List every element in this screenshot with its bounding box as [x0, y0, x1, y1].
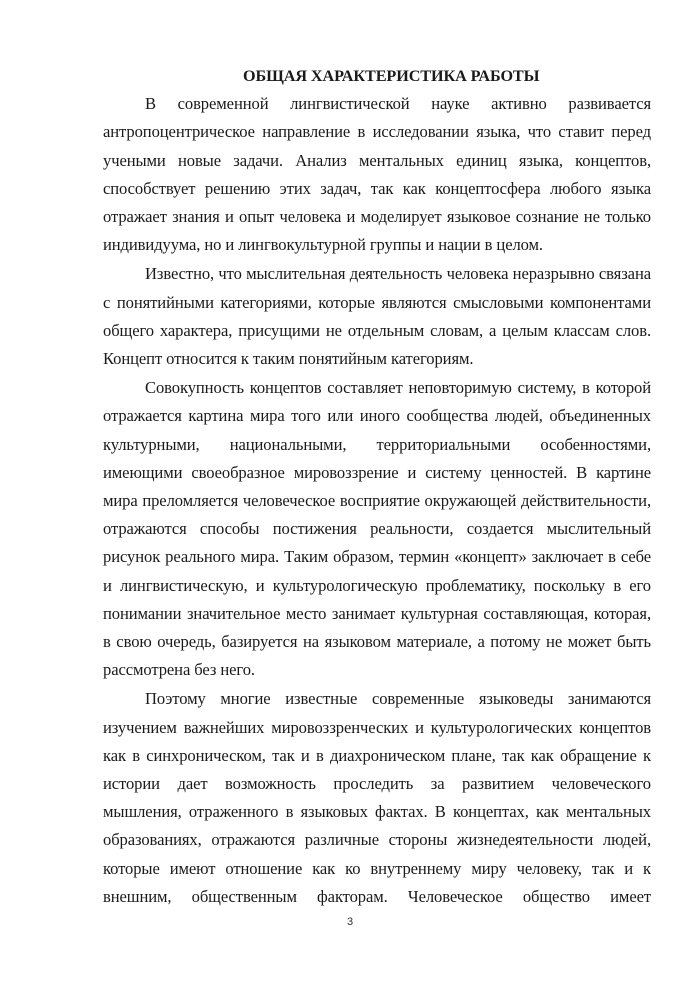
paragraph-2: Известно, что мыслительная деятельность человека неразрывно связана с понятийными категориями, которые являются смысловыми компонентами общего характера, присущими не отдельным словам, а целым классам слов. Концепт относится к таким понятийным категориям. — [103, 264, 651, 369]
section-title: ОБЩАЯ ХАРАКТЕРИСТИКА РАБОТЫ — [243, 67, 540, 85]
paragraph-1: В современной лингвистической науке активно развивается антропоцентрическое направление в исследовании языка, что ставит перед учеными новые задачи. Анализ ментальных единиц языка, концептов, способствует решению этих задач, так как концептосфера любого языка отражает знания и опыт человека и моделирует языковое сознание не только индивидуума, но и лингвокультурной группы и нации в целом. — [103, 94, 651, 255]
paragraph-4: Поэтому многие известные современные языковеды занимаются изучением важнейших мировоззренческих и культурологических концептов как в синхроническом, так и в диахроническом плане, так как обращение к истории дает возможность проследить за развитием человеческого мышления, отраженного в языковых фактах. В концептах, как ментальных образованиях, отражаются различные стороны жизнедеятельности людей, которые имеют отношение как ко внутреннему миру человеку, так и к внешним, общественным факторам. Человеческое общество имеет — [103, 689, 651, 906]
paragraph-3: Совокупность концептов составляет неповторимую систему, в которой отражается картина мира того или иного сообщества людей, объединенных культурными, национальными, территориальными особенностями, имеющими своеобразное мировоззрение и систему ценностей. В картине мира преломляется человеческое восприятие окружающей действительности, отражаются способы постижения реальности, создается мыслительный рисунок реального мира. Таким образом, термин «концепт» заключает в себе и лингвистическую, и культурологическую проблематику, поскольку в его понимании значительное место занимает культурная составляющая, которая, в свою очередь, базируется на языковом материале, а потому не может быть рассмотрена без него. — [103, 378, 651, 680]
page-number: 3 — [346, 916, 354, 928]
page-body — [103, 62, 651, 912]
